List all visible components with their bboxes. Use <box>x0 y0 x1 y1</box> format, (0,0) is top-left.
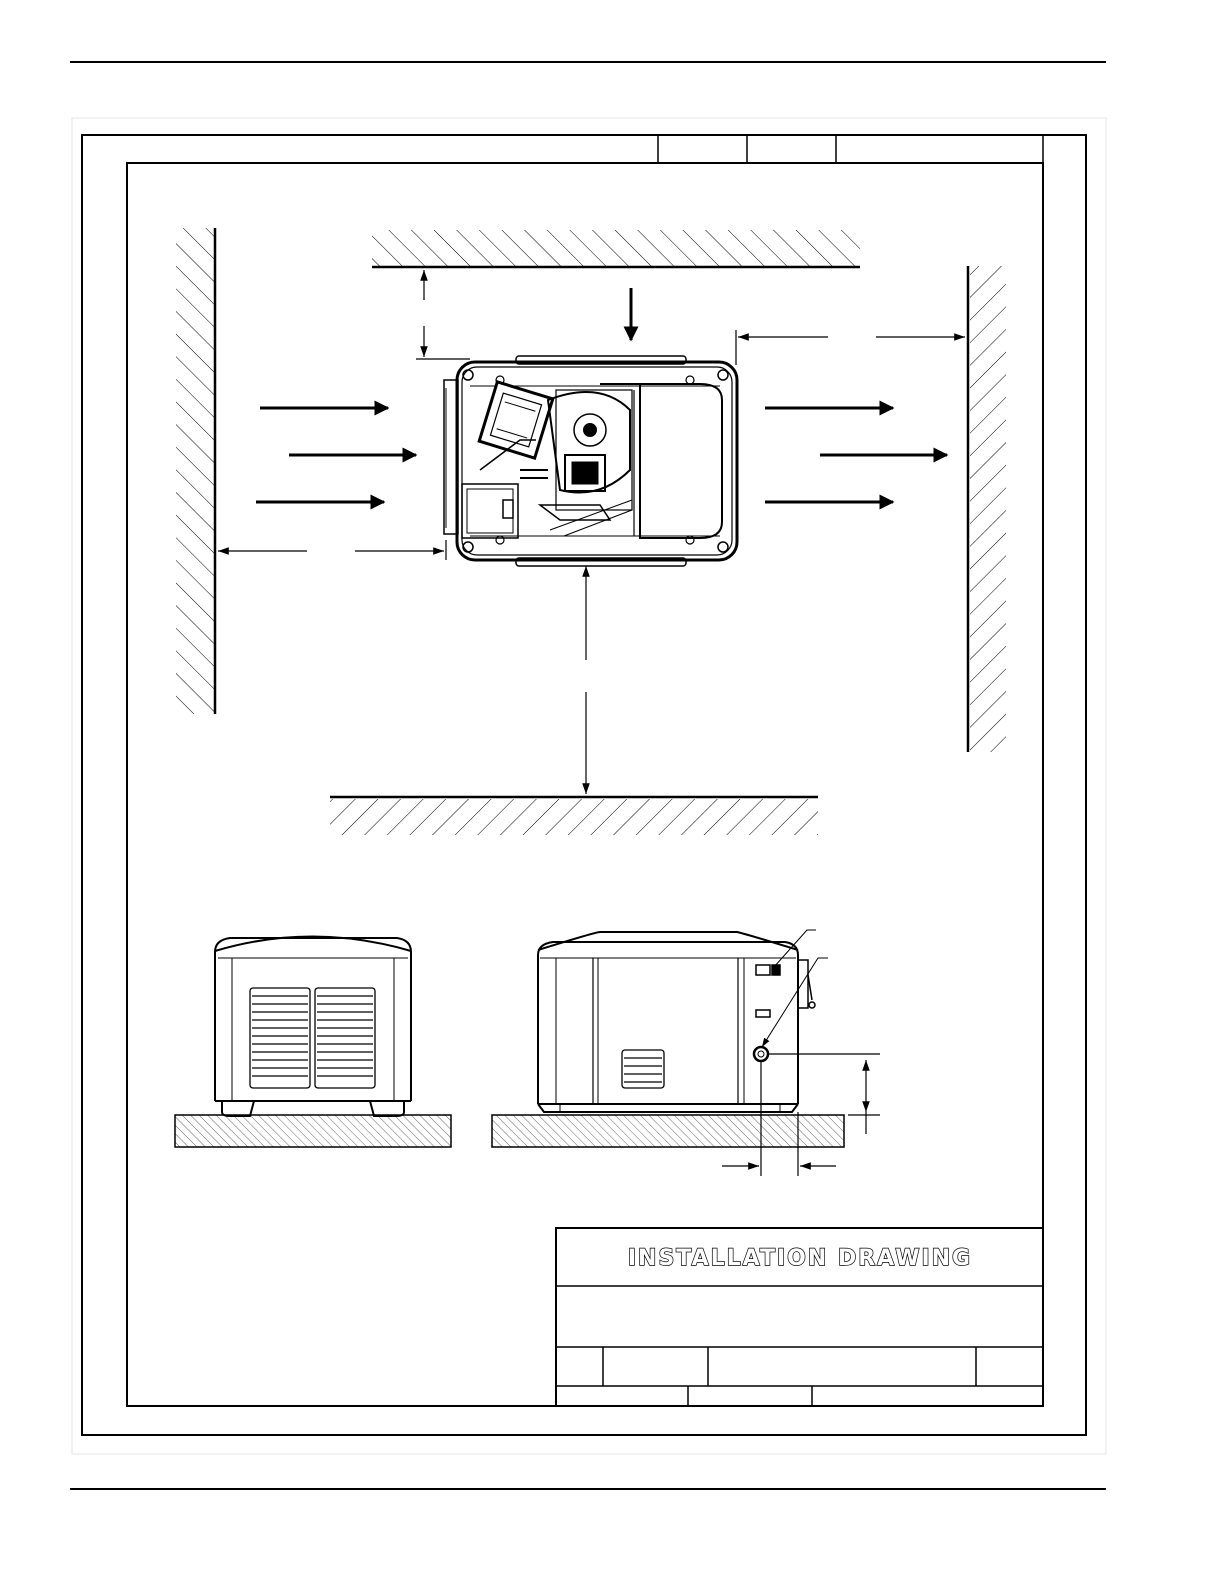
right-wall <box>968 266 1006 752</box>
generator-top-view <box>444 356 737 566</box>
left-wall <box>176 228 215 714</box>
bottom-wall <box>330 797 818 835</box>
airflow-arrows <box>256 288 947 502</box>
plan-dimensions <box>218 270 965 794</box>
title-block-heading: INSTALLATION DRAWING <box>627 1246 973 1271</box>
page-rules <box>70 62 1106 1489</box>
side-elevation-view <box>492 930 880 1176</box>
top-wall <box>372 230 860 267</box>
front-elevation-view <box>175 937 451 1148</box>
plan-view <box>176 228 1006 835</box>
